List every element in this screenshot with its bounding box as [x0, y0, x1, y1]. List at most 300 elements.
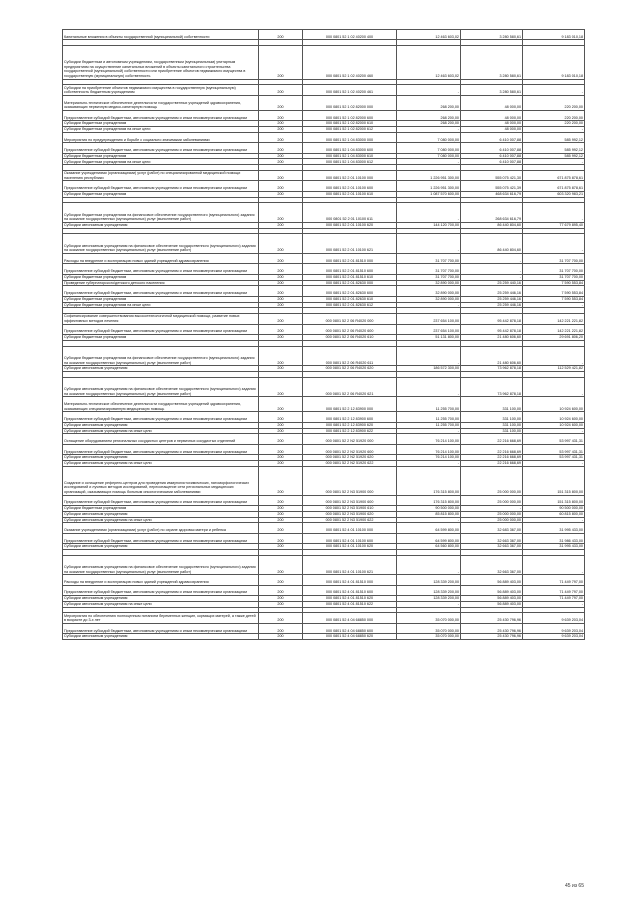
row-budget-code: 000 0801 52 1 02 40200 460 — [303, 46, 397, 79]
row-description: Предоставление субсидий бюджетным, автономным учреждениям и иным некоммерческим организациям — [63, 181, 259, 191]
table-row — [63, 110, 585, 120]
row-remaining: 31 707 700,00 — [523, 264, 585, 274]
table-row — [63, 575, 585, 585]
row-approved: - — [397, 203, 461, 223]
row-budget-code: 000 0801 52 2 01 82630 612 — [303, 302, 397, 308]
row-budget-code: 000 0801 52 1 04 83000 612 — [303, 159, 397, 165]
row-approved: 51 131 800,00 — [397, 335, 461, 341]
table-row — [63, 634, 585, 640]
row-executed: 32 683 367,00 — [461, 523, 523, 533]
row-budget-code: 000 0801 52 1 04 83000 610 — [303, 153, 397, 159]
row-executed: 48 000,00 — [461, 121, 523, 127]
row-remaining: - — [523, 460, 585, 466]
row-approved: 144 120 700,00 — [397, 222, 461, 228]
row-remaining: 142 221 221,82 — [523, 314, 585, 324]
row-approved: - — [397, 85, 461, 95]
row-code: 200 — [259, 191, 303, 197]
table-row — [63, 434, 585, 444]
row-executed: 22 216 668,69 — [461, 455, 523, 461]
row-remaining: 9 183 010,18 — [523, 30, 585, 40]
row-remaining: - — [523, 601, 585, 607]
row-remaining: 77 679 895,40 — [523, 222, 585, 228]
row-description: Предоставление субсидий бюджетным, автономным учреждениям и иным некоммерческим организациям — [63, 444, 259, 454]
row-remaining: 10 924 600,00 — [523, 397, 585, 412]
row-executed: 555 075 421,30 — [461, 170, 523, 180]
row-budget-code: 000 0801 52 2 06 R4020 600 — [303, 324, 397, 334]
row-description: Субсидии автономным учреждениям — [63, 544, 259, 550]
table-row — [63, 324, 585, 334]
row-code: 200 — [259, 366, 303, 372]
row-description: Субсидии автономным учреждениям на иные цели — [63, 517, 259, 523]
row-description: Создание и оснащение референс-центров для проведения иммуногистохимических, патоморфологических исследований и лучевых методов исследований, переоснащение сети региональных медицинских организаций, оказывающих помощь больным онкологическими заболеваниями — [63, 466, 259, 495]
row-approved: 76 214 100,00 — [397, 455, 461, 461]
row-approved: 64 599 800,00 — [397, 523, 461, 533]
row-code: 200 — [259, 264, 303, 274]
row-description: Материально-техническое обеспечение деятельности государственных учреждений здравоохранения, оказывающих специализированную медицинскую помощь — [63, 397, 259, 412]
row-code: 200 — [259, 377, 303, 397]
row-approved: 176 315 800,00 — [397, 466, 461, 495]
row-executed: - — [461, 274, 523, 280]
row-approved: 268 200,00 — [397, 95, 461, 110]
row-remaining: 10 924 600,00 — [523, 412, 585, 422]
row-remaining: 585 992,12 — [523, 153, 585, 159]
row-remaining: 60 815 800,00 — [523, 511, 585, 517]
row-budget-code: 000 0801 52 1 02 82000 612 — [303, 126, 397, 132]
row-code: 200 — [259, 95, 303, 110]
row-code: 200 — [259, 596, 303, 602]
row-remaining: 151 315 800,00 — [523, 495, 585, 505]
table-row — [63, 346, 585, 366]
row-code: 200 — [259, 434, 303, 444]
row-description: Предоставление субсидий бюджетным, автономным учреждениям и иным некоммерческим организациям — [63, 412, 259, 422]
row-approved: 35 070 000,00 — [397, 623, 461, 633]
row-approved: 11 255 700,00 — [397, 397, 461, 412]
row-description: Расходы на внедрение и эксплуатацию новых зданий учреждений здравоохранения — [63, 575, 259, 585]
row-code: 200 — [259, 555, 303, 575]
row-code: 200 — [259, 254, 303, 264]
row-executed: 22 216 668,69 — [461, 460, 523, 466]
row-approved: 35 070 000,00 — [397, 634, 461, 640]
row-executed: 95 442 878,18 — [461, 324, 523, 334]
row-budget-code: 000 0801 52 2 12 83900 622 — [303, 428, 397, 434]
row-budget-code: 000 0801 52 4 04 68850 620 — [303, 634, 397, 640]
report-sheet — [62, 29, 584, 640]
row-remaining: 71 449 797,00 — [523, 575, 585, 585]
row-description: Субсидии автономным учреждениям — [63, 222, 259, 228]
row-description: Субсидии автономным учреждениям — [63, 455, 259, 461]
row-budget-code: 000 0801 52 2 N2 51920 622 — [303, 460, 397, 466]
row-approved: 85 815 800,00 — [397, 511, 461, 517]
row-code: 200 — [259, 302, 303, 308]
row-budget-code: 000 0801 52 2 06 R4020 611 — [303, 346, 397, 366]
table-row — [63, 523, 585, 533]
row-description: Субсидии бюджетным учреждениям на иные цели — [63, 126, 259, 132]
row-remaining: 151 315 800,00 — [523, 466, 585, 495]
row-code: 200 — [259, 280, 303, 286]
row-description: Субсидии бюджетным и автономным учреждениям, государственным (муниципальным) унитарным предприятиям на осуществление капитальных вложений в объекты капитального строительства государственной (муниципальной) собственности или приобретение объектов недвижимого имущества в государственную (муниципальную) собственность — [63, 46, 259, 79]
row-description: Капитальные вложения в объекты государственной (муниципальной) собственности — [63, 30, 259, 40]
table-row — [63, 30, 585, 40]
row-remaining: 53 997 431,31 — [523, 434, 585, 444]
row-budget-code: 000 0801 52 2 12 83900 620 — [303, 422, 397, 428]
row-executed: 25 259 446,16 — [461, 296, 523, 302]
row-remaining: 142 221 221,82 — [523, 324, 585, 334]
row-budget-code: 000 0801 52 2 01 82630 600 — [303, 286, 397, 296]
row-approved: - — [397, 517, 461, 523]
row-executed: 25 000 000,00 — [461, 517, 523, 523]
row-executed: 555 075 421,39 — [461, 181, 523, 191]
row-approved: 176 315 800,00 — [397, 495, 461, 505]
row-executed: 6 410 007,88 — [461, 159, 523, 165]
row-approved: 1 087 570 600,00 — [397, 191, 461, 197]
table-row — [63, 412, 585, 422]
row-code: 200 — [259, 203, 303, 223]
row-remaining: 29 691 806,20 — [523, 335, 585, 341]
row-remaining: - — [523, 126, 585, 132]
row-code: 200 — [259, 460, 303, 466]
row-budget-code: 000 0801 52 2 01 10100 600 — [303, 181, 397, 191]
row-executed: 32 663 367,00 — [461, 544, 523, 550]
row-budget-code: 000 0801 52 2 N3 51900 622 — [303, 517, 397, 523]
row-description: Субсидии бюджетным учреждениям — [63, 274, 259, 280]
row-budget-code: 000 0801 52 2 06 R4020 000 — [303, 314, 397, 324]
row-remaining: 220 200,00 — [523, 95, 585, 110]
row-code: 200 — [259, 444, 303, 454]
row-code: 200 — [259, 533, 303, 543]
row-code: 200 — [259, 314, 303, 324]
row-code: 200 — [259, 46, 303, 79]
table-row — [63, 533, 585, 543]
row-code: 200 — [259, 634, 303, 640]
row-executed: 56 889 403,00 — [461, 596, 523, 602]
row-description: Субсидии автономным учреждениям — [63, 511, 259, 517]
row-remaining: 9 639 203,04 — [523, 613, 585, 623]
row-approved: 31 707 700,00 — [397, 274, 461, 280]
page-number: 45 из 65 — [565, 883, 584, 889]
row-budget-code: 000 0801 52 2 N2 51920 600 — [303, 444, 397, 454]
row-description: Субсидии бюджетным учреждениям на финансовое обеспечение государственного (муниципального) задания на оказание государственных (муниципальных) услуг (выполнение работ) — [63, 203, 259, 223]
table-row — [63, 286, 585, 296]
row-description: Субсидии автономным учреждениям — [63, 422, 259, 428]
row-code: 200 — [259, 85, 303, 95]
row-approved: - — [397, 460, 461, 466]
row-remaining: 53 997 431,31 — [523, 455, 585, 461]
row-code: 200 — [259, 517, 303, 523]
row-code: 200 — [259, 126, 303, 132]
row-code: 200 — [259, 286, 303, 296]
row-executed: 25 259 440,16 — [461, 280, 523, 286]
row-executed: 25 000 000,00 — [461, 495, 523, 505]
row-approved: 31 707 700,00 — [397, 264, 461, 274]
row-code: 200 — [259, 170, 303, 180]
table-row — [63, 234, 585, 254]
row-code: 200 — [259, 412, 303, 422]
row-executed: 48 000,00 — [461, 95, 523, 110]
row-approved: - — [397, 126, 461, 132]
row-approved: 64 560 800,00 — [397, 544, 461, 550]
row-executed: 86 440 804,60 — [461, 234, 523, 254]
table-row — [63, 466, 585, 495]
row-code: 200 — [259, 181, 303, 191]
row-budget-code: 000 0801 52 2 N2 51920 620 — [303, 455, 397, 461]
row-description: Мероприятия по обеспечению полноценным питанием беременных женщин, кормящих матерей, а также детей в возрасте до 3-х лет — [63, 613, 259, 623]
row-code: 200 — [259, 422, 303, 428]
row-remaining: - — [523, 517, 585, 523]
row-executed: - — [461, 264, 523, 274]
row-executed: 48 000,00 — [461, 110, 523, 120]
row-executed: 48 000,00 — [461, 126, 523, 132]
row-approved: - — [397, 555, 461, 575]
row-approved: - — [397, 346, 461, 366]
row-description: Оказание учреждениями (организациями) услуг (работ) по охране здоровья матери и ребенка — [63, 523, 259, 533]
row-approved: 128 339 200,00 — [397, 575, 461, 585]
row-remaining: 603 320 983,21 — [523, 191, 585, 197]
row-approved: 128 339 200,00 — [397, 596, 461, 602]
row-description: Предоставление субсидий бюджетным, автономным учреждениям и иным некоммерческим организациям — [63, 110, 259, 120]
table-row — [63, 264, 585, 274]
row-approved: - — [397, 428, 461, 434]
row-code: 200 — [259, 274, 303, 280]
row-budget-code: 000 0801 52 2 N3 51900 600 — [303, 495, 397, 505]
row-remaining: - — [523, 159, 585, 165]
row-remaining: 7 590 553,84 — [523, 280, 585, 286]
row-approved: 1 226 951 300,00 — [397, 170, 461, 180]
row-executed: 25 430 796,96 — [461, 613, 523, 623]
row-code: 200 — [259, 585, 303, 595]
row-description: Субсидии автономным учреждениям — [63, 366, 259, 372]
row-remaining: 31 995 433,00 — [523, 523, 585, 533]
row-approved: 237 654 100,00 — [397, 314, 461, 324]
row-executed: 331 100,00 — [461, 412, 523, 422]
row-budget-code: 000 0801 52 1 02 40200 461 — [303, 85, 397, 95]
row-remaining: 585 992,12 — [523, 143, 585, 153]
row-executed: 56 889 403,00 — [461, 575, 523, 585]
row-approved: 35 070 000,00 — [397, 613, 461, 623]
row-remaining: 31 986 433,00 — [523, 533, 585, 543]
row-code: 200 — [259, 397, 303, 412]
row-code: 200 — [259, 601, 303, 607]
row-executed: 73 962 878,18 — [461, 366, 523, 372]
row-remaining: 31 707 700,00 — [523, 274, 585, 280]
row-code: 200 — [259, 466, 303, 495]
table-row — [63, 85, 585, 95]
row-approved: 7 080 000,00 — [397, 153, 461, 159]
row-budget-code: 000 0801 52 2 06 R4020 621 — [303, 377, 397, 397]
row-approved: 186 572 300,00 — [397, 366, 461, 372]
row-budget-code: 000 0801 52 1 02 82000 600 — [303, 110, 397, 120]
row-budget-code: 000 0801 52 1 04 83000 000 — [303, 132, 397, 142]
row-budget-code: 000 0801 52 2 01 81510 600 — [303, 264, 397, 274]
row-description: Субсидии автономным учреждениям на иные цели — [63, 601, 259, 607]
row-remaining: 220 200,00 — [523, 110, 585, 120]
row-budget-code: 000 0801 52 1 02 40200 400 — [303, 30, 397, 40]
row-remaining: 71 449 797,00 — [523, 596, 585, 602]
row-budget-code: 000 0801 52 1 02 82000 610 — [303, 121, 397, 127]
row-approved: 76 214 100,00 — [397, 434, 461, 444]
row-budget-code: 000 0801 52 2 01 10100 620 — [303, 222, 397, 228]
row-approved: 12 463 603,02 — [397, 30, 461, 40]
row-remaining: 31 995 433,00 — [523, 544, 585, 550]
row-description: Софинансирование совершенствования высокотехнологичной медицинской помощи, развитие новых эффективных методов лечения — [63, 314, 259, 324]
table-row — [63, 95, 585, 110]
table-body — [63, 30, 585, 640]
row-executed: 56 889 403,00 — [461, 585, 523, 595]
row-description: Предоставление субсидий бюджетным, автономным учреждениям и иным некоммерческим организациям — [63, 264, 259, 274]
row-description: Предоставление субсидий бюджетным, автономным учреждениям и иным некоммерческим организациям — [63, 623, 259, 633]
row-budget-code: 000 0801 52 2 01 81510 610 — [303, 274, 397, 280]
row-approved: 237 654 100,00 — [397, 324, 461, 334]
row-executed: 331 100,00 — [461, 422, 523, 428]
row-code: 200 — [259, 110, 303, 120]
row-remaining: 90 500 000,00 — [523, 505, 585, 511]
row-description: Субсидии бюджетным учреждениям — [63, 153, 259, 159]
row-executed: 25 000 000,00 — [461, 511, 523, 517]
row-code: 200 — [259, 575, 303, 585]
row-description: Материально-техническое обеспечение деятельности государственных учреждений здравоохранения, оказывающих первичную медико-санитарную помощь — [63, 95, 259, 110]
row-description: Предоставление субсидий бюджетным, автономным учреждениям и иным некоммерческим организациям — [63, 324, 259, 334]
row-budget-code: 000 0801 52 4 01 81510 000 — [303, 575, 397, 585]
row-description: Субсидии автономным учреждениям на иные цели — [63, 428, 259, 434]
row-code: 200 — [259, 153, 303, 159]
row-remaining: 585 992,12 — [523, 132, 585, 142]
row-budget-code: 000 0801 52 2 01 10100 000 — [303, 170, 397, 180]
row-executed: 25 259 446,16 — [461, 286, 523, 296]
row-budget-code: 000 0801 52 2 N3 51900 000 — [303, 466, 397, 495]
row-budget-code: 000 0801 52 1 02 82000 000 — [303, 95, 397, 110]
row-description: Субсидии автономным учреждениям на финансовое обеспечение государственного (муниципального) задания на оказание государственных (муниципальных) услуг (выполнение работ) — [63, 555, 259, 575]
row-code: 200 — [259, 428, 303, 434]
row-budget-code: 000 0801 52 2 06 R4020 610 — [303, 335, 397, 341]
row-approved: 12 463 603,02 — [397, 46, 461, 79]
row-description: Субсидии бюджетным учреждениям — [63, 505, 259, 511]
row-description: Субсидии автономным учреждениям на иные цели — [63, 460, 259, 466]
row-budget-code: 000 0801 52 4 01 81510 620 — [303, 596, 397, 602]
table-row — [63, 585, 585, 595]
row-code: 200 — [259, 324, 303, 334]
row-description: Предоставление субсидий бюджетным, автономным учреждениям и иным некоммерческим организациям — [63, 495, 259, 505]
row-executed: - — [461, 254, 523, 264]
row-budget-code: 000 0801 52 4 01 81510 600 — [303, 585, 397, 595]
row-budget-code: 000 0801 52 2 N3 51900 620 — [303, 511, 397, 517]
table-row — [63, 314, 585, 324]
row-description: Предоставление субсидий бюджетным, автономным учреждениям и иным некоммерческим организациям — [63, 286, 259, 296]
row-executed: 6 410 007,88 — [461, 143, 523, 153]
row-description: Оснащение оборудованием региональных сосудистых центров и первичных сосудистых отделений — [63, 434, 259, 444]
row-executed: 32 663 367,00 — [461, 555, 523, 575]
row-remaining: 10 924 600,00 — [523, 422, 585, 428]
row-code: 200 — [259, 335, 303, 341]
row-budget-code: 000 0801 52 4 01 10100 621 — [303, 555, 397, 575]
table-row — [63, 397, 585, 412]
row-remaining: 9 639 203,04 — [523, 623, 585, 633]
row-description: Мероприятия по предупреждению и борьбе с социально значимыми заболеваниями — [63, 132, 259, 142]
row-code: 200 — [259, 222, 303, 228]
table-row — [63, 254, 585, 264]
row-remaining: 9 639 203,04 — [523, 634, 585, 640]
row-description: Субсидии автономным учреждениям — [63, 634, 259, 640]
row-code: 200 — [259, 623, 303, 633]
row-budget-code: 000 0801 52 2 01 10100 611 — [303, 203, 397, 223]
table-row — [63, 143, 585, 153]
row-approved: 7 080 000,00 — [397, 132, 461, 142]
row-approved: - — [397, 601, 461, 607]
row-executed: 331 100,00 — [461, 428, 523, 434]
table-row — [63, 170, 585, 180]
row-budget-code: 000 0801 52 2 01 82630 610 — [303, 296, 397, 302]
row-executed: 6 410 007,88 — [461, 132, 523, 142]
row-executed: 21 480 606,60 — [461, 335, 523, 341]
row-remaining: 112 529 421,82 — [523, 366, 585, 372]
row-budget-code: 000 0801 52 4 01 81510 622 — [303, 601, 397, 607]
row-code: 200 — [259, 613, 303, 623]
row-remaining: - — [523, 85, 585, 95]
row-executed: 3 280 580,61 — [461, 30, 523, 40]
row-budget-code: 000 0801 52 2 12 83900 600 — [303, 412, 397, 422]
row-executed: 25 000 000,00 — [461, 466, 523, 495]
row-code: 200 — [259, 505, 303, 511]
row-remaining: - — [523, 346, 585, 366]
row-description: Предоставление субсидий бюджетным, автономным учреждениям и иным некоммерческим организациям — [63, 143, 259, 153]
row-description: Субсидии бюджетным учреждениям — [63, 335, 259, 341]
row-approved: - — [397, 159, 461, 165]
row-budget-code: 000 0801 52 2 01 10100 610 — [303, 191, 397, 197]
row-remaining: 671 875 878,61 — [523, 181, 585, 191]
row-code: 200 — [259, 159, 303, 165]
row-executed: 22 216 668,69 — [461, 434, 523, 444]
row-approved: 268 200,00 — [397, 121, 461, 127]
row-code: 200 — [259, 511, 303, 517]
row-budget-code: 000 0801 52 4 01 10100 000 — [303, 523, 397, 533]
row-approved: 32 890 000,00 — [397, 280, 461, 286]
row-executed: 25 430 796,96 — [461, 623, 523, 633]
row-remaining: - — [523, 234, 585, 254]
row-remaining: 53 997 431,31 — [523, 444, 585, 454]
row-code: 200 — [259, 143, 303, 153]
row-remaining: - — [523, 302, 585, 308]
row-code: 200 — [259, 30, 303, 40]
row-approved: 128 339 200,00 — [397, 585, 461, 595]
table-row — [63, 495, 585, 505]
row-executed: 73 962 878,18 — [461, 377, 523, 397]
row-description: Предоставление субсидий бюджетным, автономным учреждениям и иным некоммерческим организациям — [63, 533, 259, 543]
row-executed: 32 663 367,00 — [461, 533, 523, 543]
budget-execution-table — [62, 29, 585, 640]
row-executed: 331 100,00 — [461, 397, 523, 412]
row-remaining: - — [523, 377, 585, 397]
row-description: Субсидии бюджетным учреждениям на финансовое обеспечение государственного (муниципального) задания на оказание государственных (муниципальных) услуг (выполнение работ) — [63, 346, 259, 366]
row-approved: 7 080 000,00 — [397, 143, 461, 153]
row-approved: 90 500 000,00 — [397, 505, 461, 511]
row-approved: - — [397, 377, 461, 397]
row-description: Субсидии бюджетным учреждениям на иные цели — [63, 159, 259, 165]
table-row — [63, 555, 585, 575]
row-budget-code: 000 0801 52 2 12 83900 000 — [303, 397, 397, 412]
row-code: 200 — [259, 455, 303, 461]
row-description: Субсидии бюджетным учреждениям — [63, 191, 259, 197]
table-row — [63, 132, 585, 142]
row-budget-code: 000 0801 52 2 01 82630 000 — [303, 280, 397, 286]
row-executed: 25 259 446,16 — [461, 302, 523, 308]
row-code: 200 — [259, 121, 303, 127]
row-approved: 31 707 700,00 — [397, 254, 461, 264]
row-executed: 3 280 580,61 — [461, 46, 523, 79]
row-approved: 32 890 000,00 — [397, 296, 461, 302]
row-description: Расходы на внедрение и эксплуатацию новых зданий учреждений здравоохранения — [63, 254, 259, 264]
row-remaining: 31 707 700,00 — [523, 254, 585, 264]
row-budget-code: 000 0801 52 2 01 10100 621 — [303, 234, 397, 254]
row-approved: 76 214 100,00 — [397, 444, 461, 454]
row-remaining: 71 449 797,00 — [523, 585, 585, 595]
